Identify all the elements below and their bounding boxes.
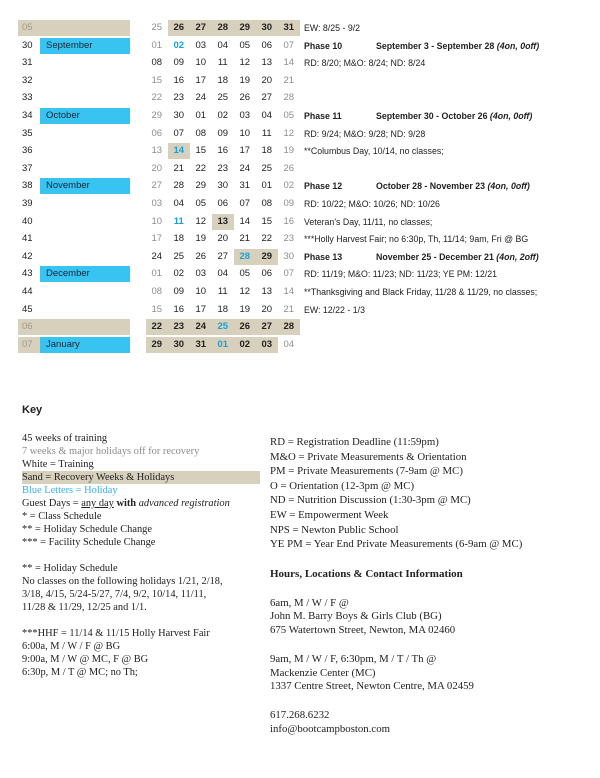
week-note: RD: 10/22; M&O: 10/26; ND: 10/26	[304, 198, 440, 209]
calendar-day: 28	[283, 92, 295, 104]
calendar-day: 31	[190, 337, 212, 353]
hhf-line: 6:30p, M / T @ MC; no Th;	[22, 667, 138, 678]
calendar-day: 14	[239, 215, 251, 227]
calendar-day: 02	[217, 109, 229, 121]
legend-item: M&O = Private Measurements & Orientation	[270, 450, 467, 463]
calendar-week-row	[18, 249, 588, 267]
month-label	[40, 284, 130, 300]
phase-schedule: (4on, 2off)	[496, 251, 539, 262]
calendar-day: 12	[195, 215, 207, 227]
calendar-day: 16	[173, 74, 185, 86]
month-label	[40, 302, 130, 318]
calendar-day: 17	[239, 145, 251, 157]
calendar-day: 20	[151, 162, 163, 174]
hhf-heading: ***HHF = 11/14 & 11/15 Holly Harvest Fair	[22, 628, 210, 639]
calendar-day: 19	[283, 145, 295, 157]
calendar-day: 16	[217, 145, 229, 157]
calendar-day: 01	[212, 337, 234, 353]
calendar-day: 09	[283, 197, 295, 209]
calendar-day: 13	[212, 214, 234, 230]
phase-schedule: (4on, 0off)	[496, 40, 540, 51]
phase-dates	[376, 38, 539, 54]
calendar-day: 15	[151, 74, 163, 86]
calendar-day: 19	[195, 233, 207, 245]
calendar-day: 05	[283, 109, 295, 121]
calendar-day: 29	[151, 109, 163, 121]
calendar-day: 12	[283, 127, 295, 139]
calendar-day: 19	[239, 74, 251, 86]
key-blue-letters: Blue Letters = Holiday	[22, 485, 118, 496]
calendar-day: 11	[261, 127, 272, 139]
calendar-day: 18	[173, 233, 185, 245]
key-star-3: *** = Facility Schedule Change	[22, 537, 156, 548]
calendar-day: 11	[173, 215, 184, 227]
hours-heading: Hours, Locations & Contact Information	[270, 568, 463, 580]
month-label	[40, 73, 130, 89]
calendar-day: 02	[234, 337, 256, 353]
week-number: 32	[22, 74, 33, 86]
calendar-day: 06	[261, 268, 273, 280]
calendar-day: 23	[168, 319, 190, 335]
calendar-day: 27	[261, 92, 273, 104]
calendar-day: 22	[261, 233, 273, 245]
calendar-day: 20	[261, 303, 273, 315]
calendar-day: 04	[217, 39, 229, 51]
calendar-day: 13	[151, 145, 163, 157]
calendar-day: 20	[261, 74, 273, 86]
holiday-line: No classes on the following holidays 1/21, 2/18,	[22, 576, 223, 587]
calendar-day: 07	[239, 197, 251, 209]
calendar-day: 15	[261, 215, 273, 227]
calendar-day: 28	[278, 319, 300, 335]
holiday-schedule-heading: ** = Holiday Schedule	[22, 563, 118, 574]
calendar-day: 24	[151, 250, 163, 262]
calendar-week-row	[18, 143, 588, 161]
calendar-day: 29	[234, 20, 256, 36]
week-note: RD: 8/20; M&O: 8/24; ND: 8/24	[304, 58, 426, 69]
calendar-week-row	[18, 20, 588, 38]
phase-dates	[376, 108, 532, 124]
calendar-day: 08	[195, 127, 207, 139]
calendar-day: 24	[195, 92, 207, 104]
week-note: Veteran's Day, 11/11, no classes;	[304, 216, 433, 227]
month-label: September	[40, 38, 130, 54]
phase-date-range: November 25 - December 21	[376, 251, 497, 262]
calendar-day: 24	[239, 162, 251, 174]
key-star-2: ** = Holiday Schedule Change	[22, 524, 152, 535]
calendar-day: 30	[173, 109, 185, 121]
calendar-day: 30	[256, 20, 278, 36]
calendar-week-row	[18, 90, 588, 108]
location-1-name: John M. Barry Boys & Girls Club (BG)	[270, 610, 442, 623]
phase-label: Phase 13	[304, 251, 343, 262]
calendar-day: 02	[283, 180, 295, 192]
calendar-day: 14	[283, 285, 295, 297]
calendar-day: 05	[195, 197, 207, 209]
calendar-day: 27	[217, 250, 229, 262]
calendar-day: 29	[195, 180, 207, 192]
week-note: RD: 11/19; M&O: 11/23; ND: 11/23; YE PM: 12/21	[304, 269, 497, 280]
calendar-day: 03	[151, 197, 163, 209]
calendar-day: 18	[261, 145, 273, 157]
calendar-day: 04	[217, 268, 229, 280]
location-1-address: 675 Watertown Street, Newton, MA 02460	[270, 623, 456, 636]
calendar-day: 02	[173, 39, 185, 51]
calendar-day: 27	[190, 20, 212, 36]
week-note: RD: 9/24; M&O: 9/28; ND: 9/28	[304, 128, 426, 139]
week-number: 06	[18, 319, 44, 335]
calendar-day: 01	[195, 109, 207, 121]
phase-date-range: September 30 - October 26	[376, 110, 490, 121]
key-star-1: * = Class Schedule	[22, 511, 102, 522]
calendar-day: 10	[151, 215, 163, 227]
calendar-day: 10	[195, 57, 207, 69]
key-sand: Sand = Recovery Weeks & Holidays	[22, 471, 260, 484]
calendar-week-row	[18, 337, 588, 355]
calendar-day: 05	[239, 268, 251, 280]
calendar-day: 05	[239, 39, 251, 51]
calendar-week-row	[18, 231, 588, 249]
hhf-line: 9:00a, M / W @ MC, F @ BG	[22, 654, 149, 665]
legend-item: EW = Empowerment Week	[270, 508, 389, 521]
phone-number: 617.268.6232	[270, 709, 330, 722]
week-number: 07	[18, 337, 44, 353]
calendar-day: 06	[261, 39, 273, 51]
calendar-day: 22	[146, 319, 168, 335]
email-address: info@bootcampboston.com	[270, 722, 390, 735]
calendar-day: 17	[151, 233, 163, 245]
calendar-day: 28	[173, 180, 185, 192]
calendar-day: 25	[217, 92, 229, 104]
calendar-day: 26	[283, 162, 295, 174]
calendar-day: 12	[239, 285, 251, 297]
week-note: EW: 8/25 - 9/2	[304, 23, 361, 33]
phase-label: Phase 11	[304, 110, 342, 121]
calendar-day: 29	[256, 249, 278, 265]
calendar-day: 25	[173, 250, 185, 262]
week-number: 44	[22, 285, 33, 297]
calendar-week-row	[18, 55, 588, 73]
month-label	[40, 20, 130, 36]
calendar-grid	[18, 20, 588, 354]
legend-item: NPS = Newton Public School	[270, 523, 399, 536]
calendar-week-row	[18, 214, 588, 232]
calendar-day: 06	[151, 127, 163, 139]
calendar-day: 23	[173, 92, 185, 104]
week-note: **Thanksgiving and Black Friday, 11/28 & 11/29, no classes;	[304, 286, 538, 297]
holiday-line: 11/28 & 11/29, 12/25 and 1/1.	[22, 602, 147, 613]
legend-item: PM = Private Measurements (7-9am @ MC)	[270, 465, 463, 478]
contact-block	[270, 597, 590, 736]
calendar-day: 18	[217, 303, 229, 315]
key-training: 45 weeks of training	[22, 433, 108, 444]
legend-item: O = Orientation (12-3pm @ MC)	[270, 479, 415, 492]
week-number: 05	[18, 20, 44, 36]
calendar-day: 25	[212, 319, 234, 335]
calendar-day: 09	[217, 127, 229, 139]
calendar-day: 02	[173, 268, 185, 280]
phase-schedule: (4on, 0off)	[489, 110, 533, 121]
calendar-day: 29	[146, 337, 168, 353]
calendar-day: 08	[261, 197, 273, 209]
calendar-day: 13	[261, 57, 273, 69]
week-number: 40	[22, 215, 33, 227]
calendar-day: 15	[151, 303, 163, 315]
month-label: January	[40, 337, 130, 353]
location-2-time: 9am, M / W / F, 6:30pm, M / T / Th @	[270, 653, 437, 666]
calendar-day: 14	[168, 143, 190, 159]
calendar-day: 01	[261, 180, 273, 192]
week-note: **Columbus Day, 10/14, no classes;	[304, 146, 444, 157]
calendar-day: 04	[261, 109, 273, 121]
month-label	[40, 319, 130, 335]
calendar-day: 11	[217, 285, 228, 297]
legend-item: ND = Nutrition Discussion (1:30-3pm @ MC)	[270, 494, 471, 507]
key-guest-days: Guest Days = any day with advanced registration	[22, 498, 230, 509]
calendar-day: 07	[283, 268, 295, 280]
week-number: 45	[22, 303, 33, 315]
phase-label: Phase 12	[304, 181, 343, 192]
calendar-day: 14	[283, 57, 295, 69]
week-note: ***Holly Harvest Fair; no 6:30p, Th, 11/14; 9am, Fri @ BG	[304, 234, 529, 245]
month-label	[40, 196, 130, 212]
week-number: 39	[22, 197, 33, 209]
calendar-day: 16	[283, 215, 295, 227]
calendar-day: 21	[239, 233, 251, 245]
calendar-day: 30	[168, 337, 190, 353]
calendar-week-row	[18, 161, 588, 179]
week-number: 35	[22, 127, 33, 139]
calendar-day: 26	[239, 92, 251, 104]
month-label: October	[40, 108, 130, 124]
key-heading: Key	[22, 404, 43, 416]
calendar-day: 26	[168, 20, 190, 36]
calendar-day: 07	[283, 39, 295, 51]
calendar-week-row	[18, 196, 588, 214]
month-label	[40, 126, 130, 142]
week-number: 34	[22, 109, 33, 121]
phase-dates	[376, 249, 539, 265]
phase-dates	[376, 178, 530, 194]
calendar-day: 03	[195, 39, 207, 51]
calendar-day: 28	[212, 20, 234, 36]
calendar-day: 01	[151, 268, 163, 280]
calendar-day: 11	[217, 57, 228, 69]
week-number: 31	[22, 57, 33, 69]
calendar-day: 23	[283, 233, 295, 245]
phase-date-range: September 3 - September 28	[376, 40, 497, 51]
calendar-day: 10	[239, 127, 251, 139]
calendar-week-row	[18, 266, 588, 284]
calendar-day: 25	[261, 162, 273, 174]
phase-date-range: October 28 - November 23	[376, 181, 488, 192]
legend-item: YE PM = Year End Private Measurements (6-9am @ MC)	[270, 538, 523, 551]
calendar-day: 10	[195, 285, 207, 297]
month-label	[40, 249, 130, 265]
calendar-day: 22	[195, 162, 207, 174]
calendar-day: 12	[239, 57, 251, 69]
phase-label: Phase 10	[304, 40, 343, 51]
month-label	[40, 214, 130, 230]
calendar-day: 25	[151, 22, 163, 33]
week-number: 41	[22, 233, 33, 245]
calendar-day: 03	[239, 109, 251, 121]
calendar-day: 30	[283, 250, 295, 262]
calendar-day: 15	[195, 145, 207, 157]
calendar-day: 26	[195, 250, 207, 262]
calendar-day: 26	[234, 319, 256, 335]
hhf-line: 6:00a, M / W / F @ BG	[22, 641, 121, 652]
calendar-week-row	[18, 108, 588, 126]
calendar-day: 19	[239, 303, 251, 315]
calendar-week-row	[18, 73, 588, 91]
week-number: 38	[22, 180, 33, 192]
week-number: 42	[22, 250, 33, 262]
calendar-day: 08	[151, 285, 163, 297]
calendar-day: 22	[151, 92, 163, 104]
calendar-week-row	[18, 178, 588, 196]
week-number: 30	[22, 39, 33, 51]
month-label	[40, 143, 130, 159]
calendar-day: 28	[234, 249, 256, 265]
key-recovery: 7 weeks & major holidays off for recovery	[22, 446, 200, 457]
month-label	[40, 231, 130, 247]
calendar-day: 31	[278, 20, 300, 36]
week-number: 37	[22, 162, 33, 174]
holiday-line: 3/18, 4/15, 5/24-5/27, 7/4, 9/2, 10/14, 11/11,	[22, 589, 207, 600]
month-label	[40, 161, 130, 177]
calendar-day: 31	[239, 180, 251, 192]
calendar-week-row	[18, 302, 588, 320]
calendar-day: 17	[195, 74, 207, 86]
calendar-day: 16	[173, 303, 185, 315]
calendar-day: 06	[217, 197, 229, 209]
abbreviation-legend	[270, 435, 590, 552]
month-label: November	[40, 178, 130, 194]
calendar-week-row	[18, 284, 588, 302]
week-number: 43	[22, 268, 33, 280]
calendar-day: 21	[173, 162, 185, 174]
calendar-day: 09	[173, 57, 185, 69]
calendar-day: 30	[217, 180, 229, 192]
month-label	[40, 55, 130, 71]
calendar-day: 20	[217, 233, 229, 245]
location-2-address: 1337 Centre Street, Newton Centre, MA 02459	[270, 679, 474, 692]
calendar-week-row	[18, 319, 588, 337]
calendar-day: 18	[217, 74, 229, 86]
week-number: 36	[22, 145, 33, 157]
legend-item: RD = Registration Deadline (11:59pm)	[270, 436, 439, 448]
key-legend-left	[22, 432, 260, 679]
calendar-week-row	[18, 38, 588, 56]
calendar-day: 27	[256, 319, 278, 335]
calendar-day: 01	[151, 39, 163, 51]
calendar-day: 23	[217, 162, 229, 174]
calendar-day: 03	[256, 337, 278, 353]
calendar-day: 04	[173, 197, 185, 209]
calendar-day: 09	[173, 285, 185, 297]
calendar-day: 27	[151, 180, 163, 192]
week-number: 33	[22, 92, 33, 104]
calendar-day: 24	[190, 319, 212, 335]
calendar-day: 08	[151, 57, 163, 69]
month-label	[40, 90, 130, 106]
calendar-day: 17	[195, 303, 207, 315]
calendar-week-row	[18, 126, 588, 144]
calendar-day: 21	[283, 303, 295, 315]
key-white: White = Training	[22, 459, 94, 470]
location-2-name: Mackenzie Center (MC)	[270, 666, 376, 679]
location-1-time: 6am, M / W / F @	[270, 597, 349, 609]
phase-schedule: (4on, 0off)	[487, 181, 530, 192]
calendar-day: 03	[195, 268, 207, 280]
calendar-day: 21	[283, 74, 295, 86]
calendar-day: 07	[173, 127, 185, 139]
calendar-day: 04	[283, 338, 295, 350]
week-note: EW: 12/22 - 1/3	[304, 304, 365, 315]
calendar-day: 13	[261, 285, 273, 297]
month-label: December	[40, 266, 130, 282]
